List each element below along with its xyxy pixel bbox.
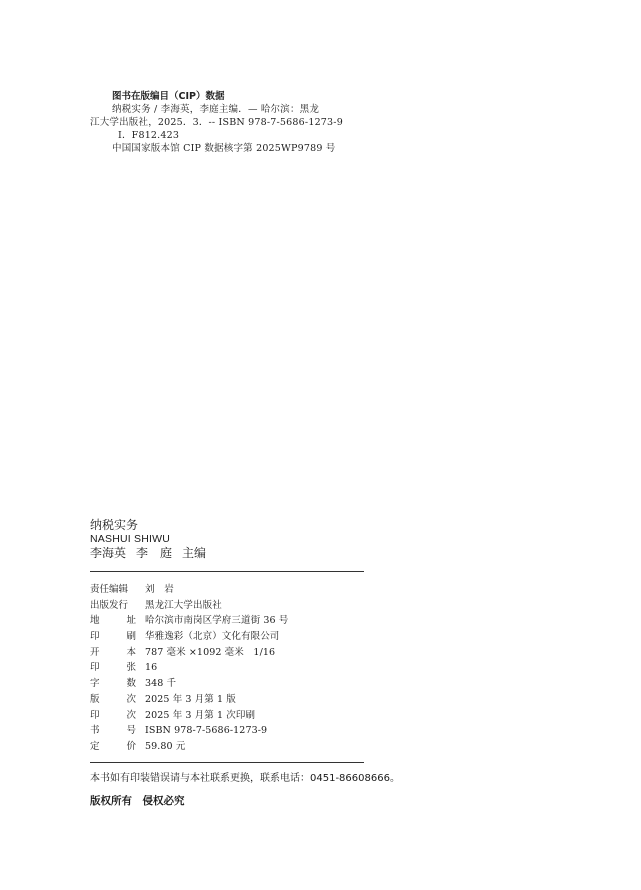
imprint-value: 348 千 [145,678,177,690]
imprint-row-price [90,739,370,755]
imprint-label: 出版发行 [90,599,129,611]
imprint-value: ISBN 978-7-5686-1273-9 [145,725,268,737]
imprint-label: 版 次 [90,693,136,705]
imprint-row-printer [90,629,370,645]
imprint-value: 2025 年 3 月第 1 次印刷 [145,709,256,721]
imprint-label: 字 数 [90,678,136,690]
imprint-value: 华雅逸彩（北京）文化有限公司 [145,631,280,643]
imprint-value: 787 毫米 ×1092 毫米 1/16 [145,646,276,658]
imprint-row-edition [90,692,370,708]
imprint-label: 印 次 [90,709,136,721]
imprint-row-editor [90,582,370,598]
author-1: 李海英 [90,546,127,560]
imprint-label: 书 号 [90,725,136,737]
imprint-table [90,582,370,755]
imprint-value: 黑龙江大学出版社 [145,599,222,611]
imprint-label: 地 址 [90,615,136,627]
imprint-label: 开 本 [90,646,136,658]
cip-line-4: 中国国家版本馆 CIP 数据核字第 2025WP9789 号 [112,143,336,154]
imprint-label: 印 张 [90,662,136,674]
imprint-row-publisher [90,598,370,614]
imprint-value: 2025 年 3 月第 1 版 [145,693,236,705]
imprint-row-address [90,613,370,629]
imprint-row-wordcount [90,676,370,692]
imprint-value: 哈尔滨市南岗区学府三道街 36 号 [145,615,289,627]
cip-line-2: 江大学出版社，2025．3．-- ISBN 978-7-5686-1273-9 [90,117,343,128]
imprint-label: 定 价 [90,740,136,752]
replacement-notice: 本书如有印装错误请与本社联系更换，联系电话：0451-86608666。 [90,773,400,784]
top-divider [90,571,364,572]
imprint-label: 印 刷 [90,631,136,643]
author-2: 李 庭 [136,546,173,560]
bottom-divider [90,762,364,763]
author-role: 主编 [182,546,207,560]
imprint-row-format [90,645,370,661]
book-authors [90,546,365,561]
imprint-row-printing [90,708,370,724]
imprint-value: 59.80 元 [145,740,186,752]
imprint-row-sheets [90,660,370,676]
cip-line-1: 纳税实务 / 李海英，李庭主编．— 哈尔滨：黑龙 [112,104,320,115]
imprint-label: 责任编辑 [90,584,129,595]
cip-title: 图书在版编目（CIP）数据 [112,91,225,102]
imprint-value: 16 [145,662,158,674]
book-header [90,518,365,561]
cip-block [90,90,365,155]
cip-line-3: Ⅰ．F812.423 [118,130,180,141]
book-title: 纳税实务 [90,518,139,532]
imprint-row-isbn [90,723,370,739]
imprint-value: 刘 岩 [145,584,174,595]
copyright-notice: 版权所有 侵权必究 [90,795,185,807]
book-pinyin-title: NASHUI SHIWU [90,533,170,545]
